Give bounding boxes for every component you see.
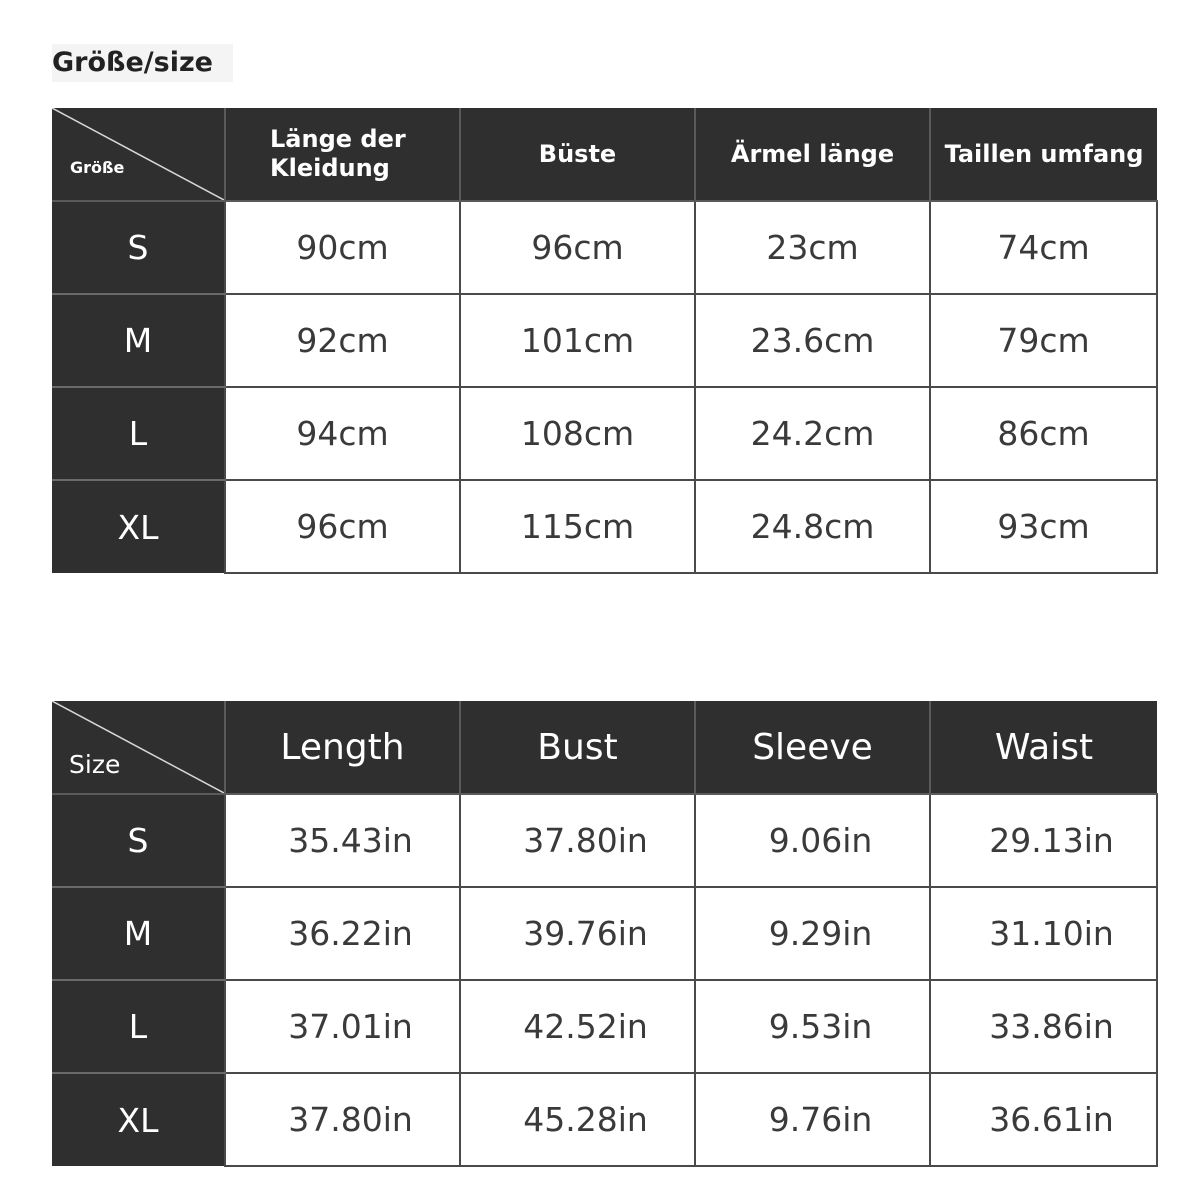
sleeve-cell: 23cm: [695, 201, 930, 294]
length-cell: 94cm: [225, 387, 460, 480]
bust-cell: 37.80in: [460, 794, 695, 887]
table-row: [52, 480, 1157, 573]
size-label: S: [52, 794, 225, 887]
header-bust: Büste: [460, 108, 695, 201]
size-label: XL: [52, 480, 225, 573]
header-sleeve: Ärmel länge: [695, 108, 930, 201]
bust-cell: 108cm: [460, 387, 695, 480]
bust-cell: 39.76in: [460, 887, 695, 980]
bust-cell: 96cm: [460, 201, 695, 294]
table-row: [52, 387, 1157, 480]
bust-cell: 45.28in: [460, 1073, 695, 1166]
waist-cell: 31.10in: [930, 887, 1157, 980]
table-row: [52, 201, 1157, 294]
header-length: Length: [225, 701, 460, 794]
header-waist: Waist: [930, 701, 1157, 794]
corner-label: Size: [69, 750, 121, 779]
header-sleeve: Sleeve: [695, 701, 930, 794]
length-cell: 37.80in: [225, 1073, 460, 1166]
size-label: L: [52, 980, 225, 1073]
size-table-inches: [52, 701, 1158, 1167]
waist-cell: 33.86in: [930, 980, 1157, 1073]
length-cell: 92cm: [225, 294, 460, 387]
page-title: Größe/size: [52, 44, 233, 82]
header-length: Länge der Kleidung: [225, 108, 460, 201]
size-label: L: [52, 387, 225, 480]
corner-header-cell: [52, 108, 225, 201]
table-row: [52, 980, 1157, 1073]
length-cell: 35.43in: [225, 794, 460, 887]
bust-cell: 101cm: [460, 294, 695, 387]
header-bust: Bust: [460, 701, 695, 794]
corner-label: Größe: [70, 158, 125, 177]
diagonal-line: [52, 701, 224, 793]
size-label: M: [52, 294, 225, 387]
table-row: [52, 294, 1157, 387]
waist-cell: 86cm: [930, 387, 1157, 480]
sleeve-cell: 24.2cm: [695, 387, 930, 480]
bust-cell: 42.52in: [460, 980, 695, 1073]
waist-cell: 29.13in: [930, 794, 1157, 887]
sleeve-cell: 9.06in: [695, 794, 930, 887]
size-label: M: [52, 887, 225, 980]
sleeve-cell: 9.53in: [695, 980, 930, 1073]
bust-cell: 115cm: [460, 480, 695, 573]
header-row: [52, 701, 1157, 794]
size-label: S: [52, 201, 225, 294]
waist-cell: 36.61in: [930, 1073, 1157, 1166]
length-cell: 37.01in: [225, 980, 460, 1073]
table-row: [52, 887, 1157, 980]
size-label: XL: [52, 1073, 225, 1166]
header-row: [52, 108, 1157, 201]
corner-header-cell: [52, 701, 225, 794]
waist-cell: 74cm: [930, 201, 1157, 294]
sleeve-cell: 23.6cm: [695, 294, 930, 387]
waist-cell: 79cm: [930, 294, 1157, 387]
length-cell: 90cm: [225, 201, 460, 294]
sleeve-cell: 9.76in: [695, 1073, 930, 1166]
size-table-cm: [52, 108, 1158, 574]
sleeve-cell: 24.8cm: [695, 480, 930, 573]
header-waist: Taillen umfang: [930, 108, 1157, 201]
sleeve-cell: 9.29in: [695, 887, 930, 980]
waist-cell: 93cm: [930, 480, 1157, 573]
table-row: [52, 794, 1157, 887]
length-cell: 96cm: [225, 480, 460, 573]
table-row: [52, 1073, 1157, 1166]
length-cell: 36.22in: [225, 887, 460, 980]
